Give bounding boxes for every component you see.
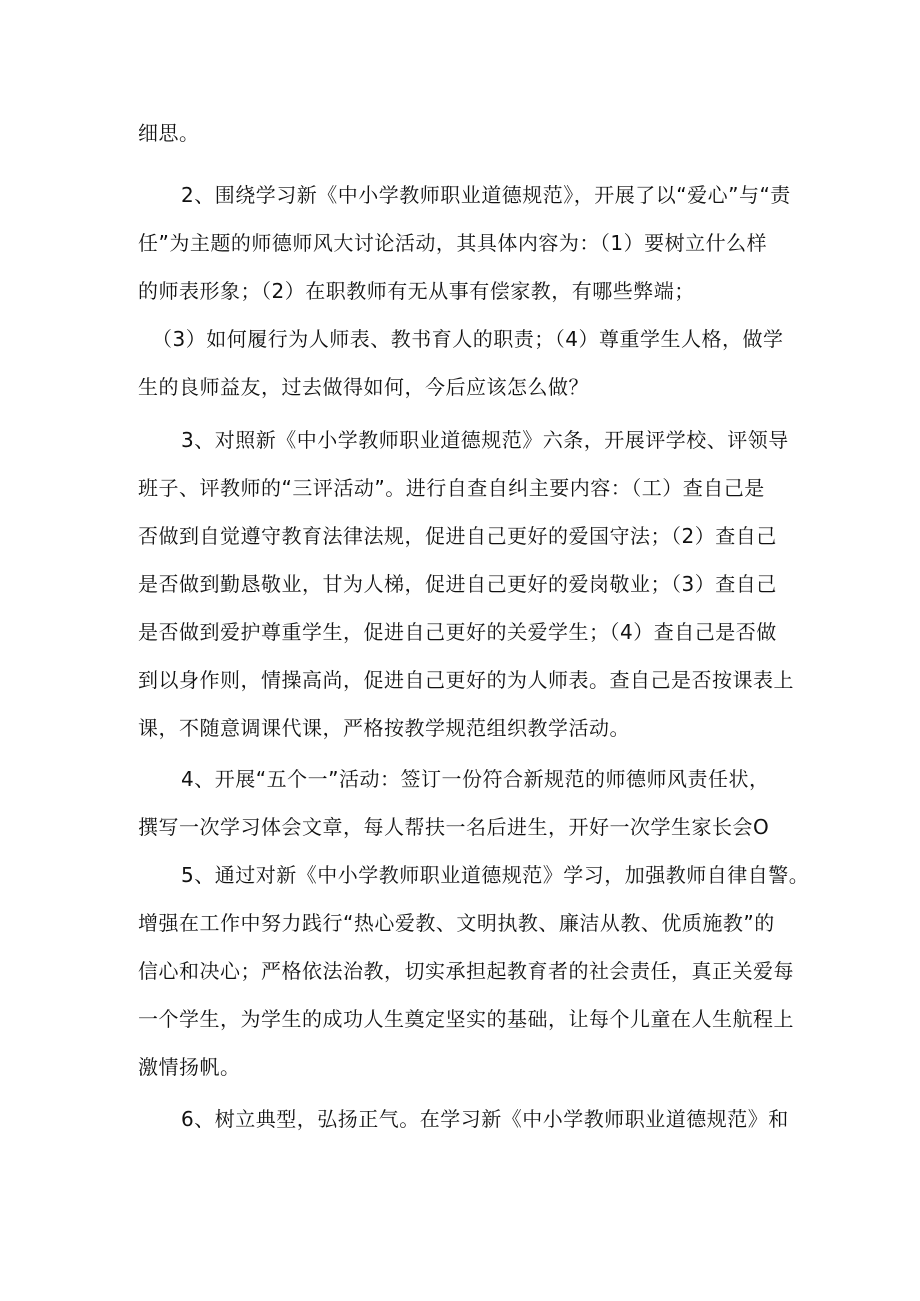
text-line: 是否做到勤恳敬业，甘为人梯，促进自己更好的爱岗敬业；（3）查自己 [138,572,777,596]
text-line: 一个学生，为学生的成功人生奠定坚实的基础，让每个儿童在人生航程上 [138,1007,794,1031]
text-line: 生的良师益友，过去做得如何，今后应该怎么做？ [138,375,589,399]
text-line: 否做到自觉遵守教育法律法规，促进自己更好的爱国守法；（2）查自己 [138,524,777,548]
text-line: 任”为主题的师德师风大讨论活动，其具体内容为：（1）要树立什么样 [138,231,768,255]
text-line: 的师表形象；（2）在职教师有无从事有偿家教，有哪些弊端； [138,279,695,303]
text-line: 是否做到爱护尊重学生，促进自己更好的关爱学生；（4）查自己是否做 [138,620,777,644]
text-line: 5、通过对新《中小学教师职业道德规范》学习，加强教师自律自警。 [181,863,810,887]
text-line: 课，不随意调课代课，严格按教学规范组织教学活动。 [138,716,630,740]
text-line: （3）如何履行为人师表、教书育人的职责；（4）尊重学生人格，做学 [152,327,784,351]
text-line: 激情扬帆。 [138,1055,241,1079]
text-line: 4、开展“五个一”活动：签订一份符合新规范的师德师风责任状， [181,767,770,791]
text-line: 班子、评教师的“三评活动”。进行自查自纠主要内容：（工）查自己是 [138,476,765,500]
text-line: 到以身作则，情操高尚，促进自己更好的为人师表。查自己是否按课表上 [138,668,794,692]
text-line: 2、围绕学习新《中小学教师职业道德规范》，开展了以“爱心”与“责 [181,183,791,207]
text-line: 增强在工作中努力践行“热心爱教、文明执教、廉洁从教、优质施教”的 [138,911,775,935]
text-line: 信心和决心；严格依法治教，切实承担起教育者的社会责任，真正关爱每 [138,959,794,983]
text-line: 6、树立典型，弘扬正气。在学习新《中小学教师职业道德规范》和 [181,1107,789,1131]
text-line: 撰写一次学习体会文章，每人帮扶一名后进生，开好一次学生家长会O [138,815,770,839]
text-line: 3、对照新《中小学教师职业道德规范》六条，开展评学校、评领导 [181,428,789,452]
text-line: 细思。 [138,121,200,145]
